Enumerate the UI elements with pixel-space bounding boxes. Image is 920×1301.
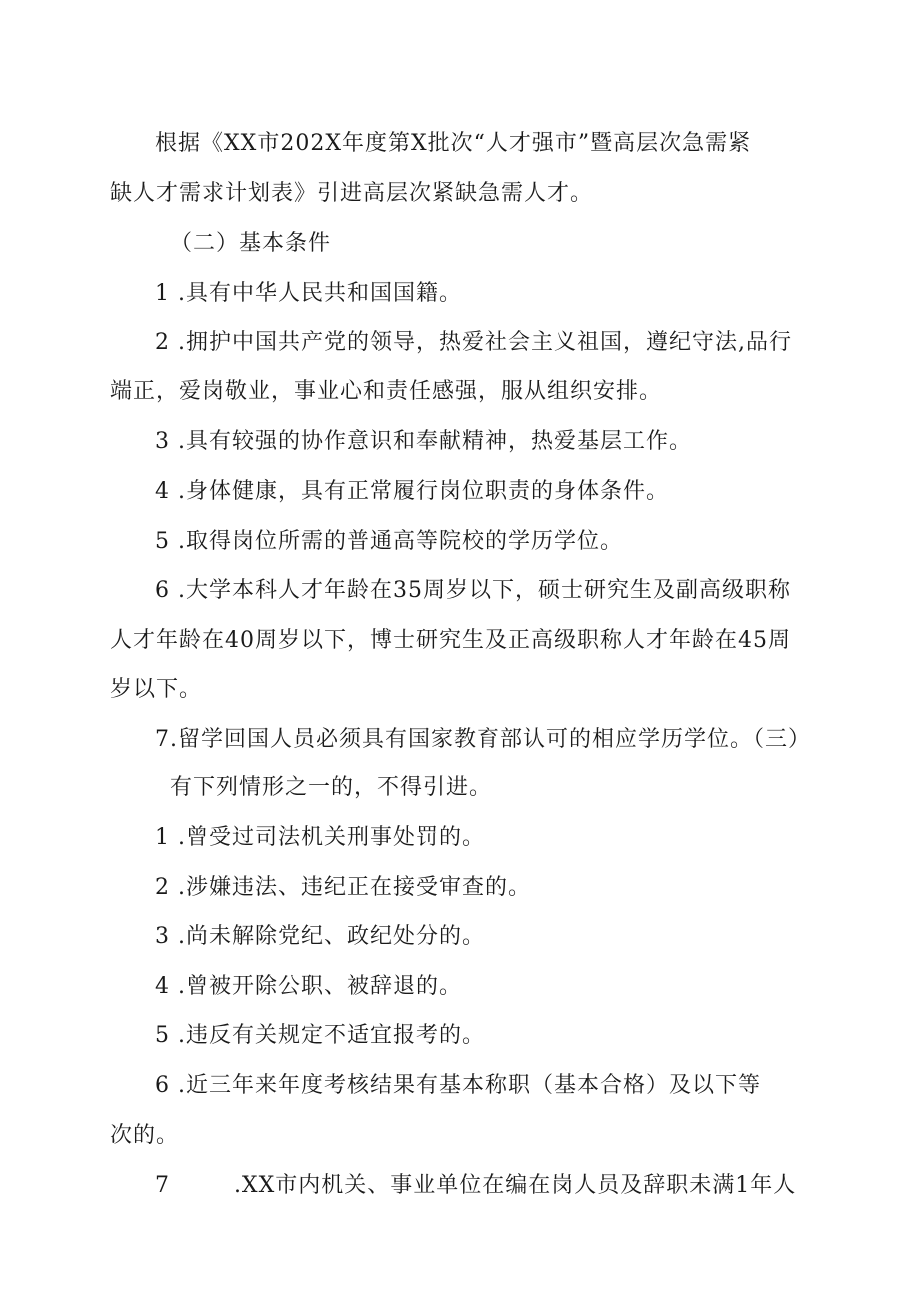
exclusion-item-5: 5 .违反有关规定不适宜报考的。: [155, 1023, 485, 1048]
exclusion-item-3: 3 .尚未解除党纪、政纪处分的。: [155, 924, 485, 949]
section-heading-exclusions: 有下列情形之一的，不得引进。: [170, 775, 493, 800]
condition-item-6-line-2: 人才年龄在40周岁以下，博士研究生及正高级职称人才年龄在45周: [110, 628, 791, 653]
exclusion-item-7: 7 .XX市内机关、事业单位在编在岗人员及辞职未满1年人: [155, 1173, 797, 1198]
condition-item-6-line-3: 岁以下。: [110, 677, 203, 702]
condition-item-2-line-1: 2 .拥护中国共产党的领导，热爱社会主义祖国，遵纪守法,品行: [155, 330, 792, 355]
section-heading-basic-conditions: （二）基本条件: [170, 231, 332, 256]
condition-item-7: 7.留学回国人员必须具有国家教育部认可的相应学历学位。（三）: [155, 727, 811, 752]
exclusion-item-1: 1 .曾受过司法机关刑事处罚的。: [155, 825, 485, 850]
condition-item-2-line-2: 端正，爱岗敬业，事业心和责任感强，服从组织安排。: [110, 379, 663, 404]
exclusion-item-4: 4 .曾被开除公职、被辞退的。: [155, 974, 462, 999]
condition-item-1: 1 .具有中华人民共和国国籍。: [155, 281, 462, 306]
paragraph-intro-line-1: 根据《XX市202X年度第X批次“人才强市”暨高层次急需紧: [155, 131, 752, 156]
exclusion-item-2: 2 .涉嫌违法、违纪正在接受审查的。: [155, 875, 531, 900]
paragraph-intro-line-2: 缺人才需求计划表》引进高层次紧缺急需人才。: [110, 181, 594, 206]
exclusion-item-6-line-1: 6 .近三年来年度考核结果有基本称职（基本合格）及以下等: [155, 1073, 761, 1098]
condition-item-6-line-1: 6 .大学本科人才年龄在35周岁以下，硕士研究生及副高级职称: [155, 578, 791, 603]
exclusion-item-6-line-2: 次的。: [110, 1123, 180, 1148]
condition-item-5: 5 .取得岗位所需的普通高等院校的学历学位。: [155, 529, 623, 554]
condition-item-4: 4 .身体健康，具有正常履行岗位职责的身体条件。: [155, 479, 669, 504]
condition-item-3: 3 .具有较强的协作意识和奉献精神，热爱基层工作。: [155, 429, 692, 454]
